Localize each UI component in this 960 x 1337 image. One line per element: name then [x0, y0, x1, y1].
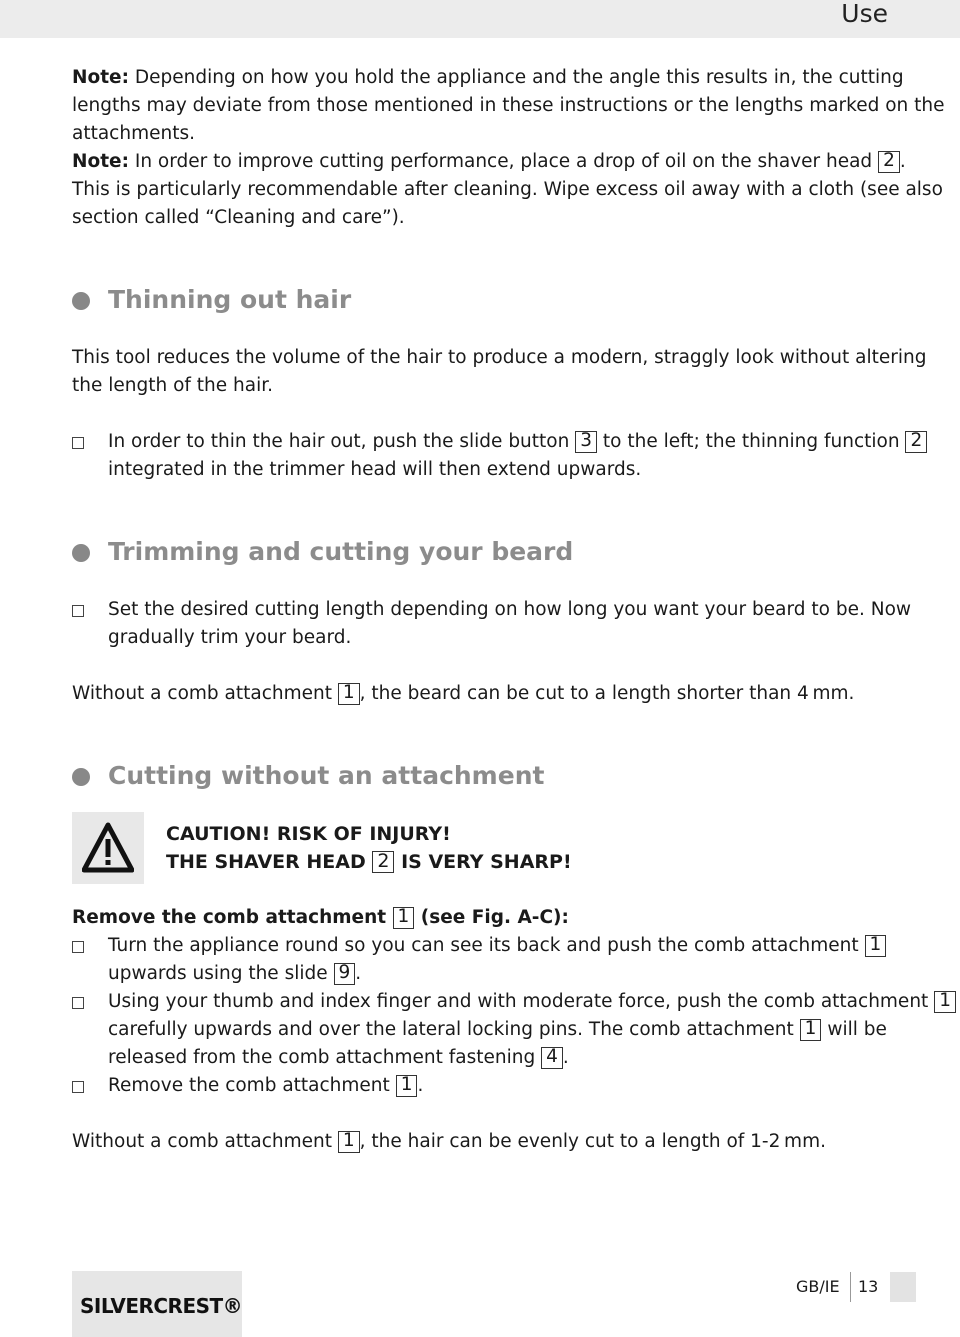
note1-label: Note:: [72, 67, 129, 88]
thinning-bullet-line1: In order to thin the hair out, push the slide button 3 to the left; the thinning function 2: [108, 428, 927, 456]
section-title-thinning: Thinning out hair: [108, 285, 352, 314]
ref-number: 4: [541, 1047, 563, 1069]
step2-line2: carefully upwards and over the lateral locking pins. The comb attachment 1 will be: [108, 1018, 887, 1040]
caution-line1: CAUTION! RISK OF INJURY!: [166, 823, 451, 845]
remove-heading: Remove the comb attachment 1 (see Fig. A-C):: [72, 906, 569, 928]
checkbox-bullet-icon: [72, 941, 84, 953]
ref-number: 2: [372, 851, 394, 873]
ref-number: 1: [396, 1075, 418, 1097]
warning-triangle-icon: [82, 822, 134, 874]
step2-line3: released from the comb attachment fastening 4 .: [108, 1046, 569, 1068]
ref-number: 1: [338, 1131, 360, 1153]
checkbox-bullet-icon: [72, 997, 84, 1009]
page-header-title: Use: [841, 0, 888, 28]
section-bullet-icon: [72, 768, 90, 786]
note1-line1: Note: Depending on how you hold the appliance and the angle this results in, the cutting: [72, 67, 904, 88]
trimming-bullet-line1: Set the desired cutting length depending on how long you want your beard to be. Now: [108, 599, 912, 620]
note2-label: Note:: [72, 151, 129, 172]
page-number: 13: [858, 1277, 879, 1296]
note2-line3: section called “Cleaning and care”).: [72, 207, 405, 228]
footer-divider: [850, 1272, 851, 1302]
step2-line1: Using your thumb and index finger and with moderate force, push the comb attachment 1: [108, 988, 956, 1016]
cutting-final-para: Without a comb attachment 1 , the hair can be evenly cut to a length of 1-2 mm.: [72, 1130, 826, 1152]
note1-line3: attachments.: [72, 123, 195, 144]
thinning-para-line2: the length of the hair.: [72, 375, 274, 396]
ref-number: 1: [934, 991, 956, 1013]
ref-number: 2: [905, 431, 927, 453]
note2-line1: Note: In order to improve cutting performance, place a drop of oil on the shaver head 2 .: [72, 150, 906, 172]
section-bullet-icon: [72, 292, 90, 310]
warning-icon-box: [72, 812, 144, 884]
ref-number: 1: [865, 935, 887, 957]
section-bullet-icon: [72, 544, 90, 562]
ref-number: 1: [338, 683, 360, 705]
ref-number: 2: [878, 151, 900, 173]
checkbox-bullet-icon: [72, 1081, 84, 1093]
thinning-para-line1: This tool reduces the volume of the hair to produce a modern, straggly look without altering: [72, 347, 927, 368]
ref-number: 9: [334, 963, 356, 985]
checkbox-bullet-icon: [72, 437, 84, 449]
note2-line2: This is particularly recommendable after cleaning. Wipe excess oil away with a cloth (see also: [72, 179, 943, 200]
checkbox-bullet-icon: [72, 605, 84, 617]
trimming-para: Without a comb attachment 1 , the beard can be cut to a length shorter than 4 mm.: [72, 682, 855, 704]
section-title-trimming: Trimming and cutting your beard: [108, 537, 574, 566]
caution-line2: THE SHAVER HEAD 2 IS VERY SHARP!: [166, 850, 572, 873]
thinning-bullet-line2: integrated in the trimmer head will then extend upwards.: [108, 459, 642, 480]
ref-number: 3: [575, 431, 597, 453]
footer-tab-marker: [890, 1272, 916, 1302]
footer-language: GB/IE: [796, 1277, 840, 1296]
note1-line2: lengths may deviate from those mentioned in these instructions or the lengths marked on the: [72, 95, 945, 116]
ref-number: 1: [393, 907, 415, 929]
step1-line2: upwards using the slide 9 .: [108, 962, 362, 984]
step3-line1: Remove the comb attachment 1 .: [108, 1074, 424, 1096]
section-title-cutting: Cutting without an attachment: [108, 761, 545, 790]
page-header-bar: [0, 0, 960, 38]
ref-number: 1: [800, 1019, 822, 1041]
brand-logo: SILVERCREST®: [72, 1271, 242, 1337]
step1-line1: Turn the appliance round so you can see its back and push the comb attachment 1: [108, 932, 886, 960]
trimming-bullet-line2: gradually trim your beard.: [108, 627, 352, 648]
